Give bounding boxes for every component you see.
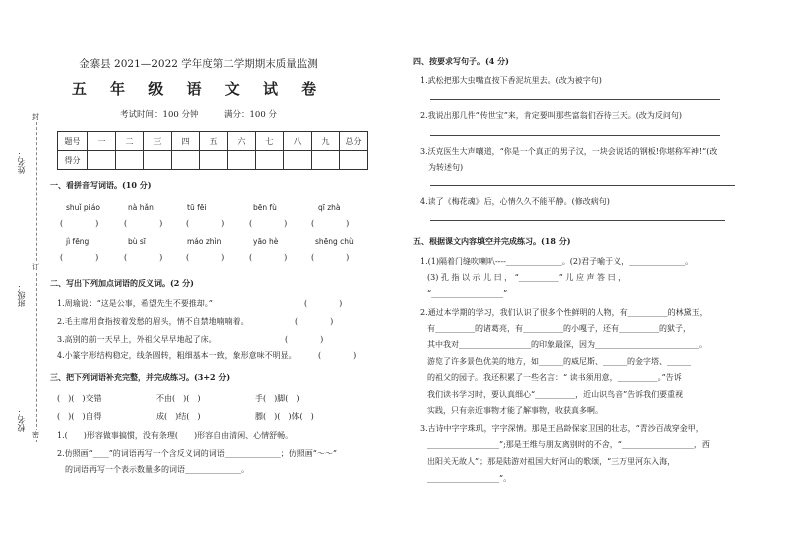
exam-time: 考试时间：100 分钟 (120, 110, 199, 120)
fill-line-14[interactable]: __________________”。 (427, 474, 512, 483)
answer-box[interactable]: ( ) (60, 253, 99, 262)
score-cell: 得分 (58, 151, 88, 170)
idiom-question-2: 2.仿照画“____”的词语再写一个含反义词的词语______________；仿照画“～～” (57, 449, 337, 458)
antonym-question-3: 3.高别的前一天早上，外祖父早早地起了床。 (57, 335, 217, 344)
seal-char-top: 封 (32, 113, 39, 121)
fill-line-13: 出阳关无故人”；那是陆游对祖国大好河山的歌颂，“三万里河东入海， (427, 457, 676, 466)
idiom-question-1: 1.( )形容做事搞惯，没有条理( )形容自由清闲、心情舒畅。 (57, 431, 294, 440)
fill-line-10: 实践，只有亲近事物才能了解事物，收获真多啊。 (427, 406, 603, 415)
answer-box[interactable]: ( ) (186, 253, 225, 262)
section-4-title: 四、按要求写句子。(4 分) (413, 56, 509, 66)
sentence-question-3-cont: 为转述句) (428, 163, 464, 172)
antonym-question-4: 4.小篆字形结构稳定，线条圆转，粗细基本一致，象形意味不明显。 (57, 351, 297, 360)
fill-line-2[interactable]: (3) 孔 指 以 示 儿 曰 ， “__________” 儿 应 声 答 曰 ， (427, 273, 627, 282)
sentence-question-1: 1.武松把那大虫嘴直按下香泥坑里去。(改为被字句) (420, 76, 602, 85)
fill-line-9[interactable]: 我们读书学习时，要认真细心“__________，近山识鸟音”告诉我们要重视 (427, 390, 684, 399)
score-entry-cell[interactable] (88, 151, 116, 170)
section-2-title: 二、写出下列加点词语的反义词。(2 分) (50, 278, 194, 288)
answer-box[interactable]: ( ) (318, 351, 357, 360)
name-label: 姓名： (17, 150, 26, 174)
seal-char-mid: 订 (32, 263, 39, 271)
exam-title: 金寨县 2021—2022 学年度第二学期期末质量监测 (79, 58, 318, 70)
answer-box[interactable]: ( ) (311, 253, 350, 262)
sentence-question-4: 4.读了《梅花魂》后，心情久久不能平静。(修改病句) (420, 197, 610, 206)
antonym-question-1: 1.周瑜说：“这是公事，希望先生不要推却。” (57, 299, 213, 308)
score-table-score-row (58, 151, 368, 170)
score-cell: 七 (256, 132, 284, 151)
score-table (57, 131, 368, 170)
score-entry-cell[interactable] (200, 151, 228, 170)
idiom-fill-6[interactable]: 膘( )( )体( ) (255, 412, 314, 421)
binding-line (32, 112, 39, 442)
score-cell: 五 (200, 132, 228, 151)
antonym-question-2: 2.毛主席用食指按着发愁的眉头，情不自禁地喃喃着。 (57, 317, 249, 326)
pinyin-6: jì fēng (66, 237, 90, 246)
score-cell: 三 (144, 132, 172, 151)
pinyin-8: máo zhìn (187, 237, 222, 246)
pinyin-2: nà hǎn (128, 203, 154, 212)
answer-box[interactable]: ( ) (124, 219, 163, 228)
idiom-fill-4[interactable]: ( )( )自得 (57, 412, 102, 421)
pinyin-3: tū fēi (187, 203, 207, 212)
fill-line-1[interactable]: 1.(1)隔着门缝吹喇叭----______________。(2)君子喻于义，______________。 (420, 257, 694, 266)
fill-line-3[interactable]: “__________________” (427, 289, 508, 298)
section-1-title: 一、看拼音写词语。(10 分) (50, 180, 152, 190)
answer-box[interactable]: ( ) (186, 219, 225, 228)
score-cell: 九 (312, 132, 340, 151)
answer-box[interactable]: ( ) (304, 299, 343, 308)
fill-line-11: 3.古诗中字字珠玑，字字深情。那是王昌龄保家卫国的壮志，“青沙百战穿金甲， (420, 424, 704, 433)
score-cell: 一 (88, 132, 116, 151)
score-entry-cell[interactable] (340, 151, 368, 170)
exam-score-total: 满分：100 分 (224, 110, 277, 120)
answer-box[interactable]: ( ) (311, 219, 350, 228)
idiom-fill-2[interactable]: 不由( )( ) (156, 394, 201, 403)
pinyin-9: yāo hè (253, 237, 279, 246)
idiom-fill-1[interactable]: ( )( )交错 (57, 394, 102, 403)
score-entry-cell[interactable] (116, 151, 144, 170)
score-cell: 四 (172, 132, 200, 151)
section-3-title: 三、把下列词语补充完整，并完成练习。(3+2 分) (50, 372, 231, 382)
sentence-question-2: 2.我说出那几件“传世宝”来，肯定要叫那些富翁们吞待三天。(改为反问句) (420, 111, 683, 120)
answer-box[interactable]: ( ) (249, 253, 288, 262)
fill-line-6[interactable]: 其中我对__________________的印象最深，因为__________________________。 (427, 340, 707, 349)
answer-box[interactable]: ( ) (295, 317, 334, 326)
answer-box[interactable]: ( ) (60, 219, 99, 228)
score-cell: 二 (116, 132, 144, 151)
score-cell: 题号 (58, 132, 88, 151)
fill-line-12[interactable]: __________________”;那是王维与朋友离别时的不舍，“__________________，西 (427, 440, 710, 449)
exam-info (0, 108, 397, 120)
answer-line[interactable] (430, 135, 720, 136)
answer-box[interactable]: ( ) (285, 335, 324, 344)
answer-box[interactable]: ( ) (124, 253, 163, 262)
pinyin-7: bù sī (128, 237, 146, 246)
score-entry-cell[interactable] (144, 151, 172, 170)
pinyin-5: qī zhà (318, 203, 341, 212)
score-entry-cell[interactable] (172, 151, 200, 170)
fill-line-8[interactable]: 的祖父的园子。我还积累了一些名言：“ 读书须用意，__________。”告诉 (427, 373, 682, 382)
idiom-question-2-cont: 的词语再写一个表示数量多的词语______________。 (65, 465, 249, 474)
score-cell: 八 (284, 132, 312, 151)
seal-char-bottom: 密 (32, 431, 39, 439)
score-table-header-row (58, 132, 368, 151)
exam-subtitle: 五 年 级 语 文 试 卷 (71, 80, 326, 98)
score-entry-cell[interactable] (228, 151, 256, 170)
score-cell: 六 (228, 132, 256, 151)
answer-line[interactable] (430, 185, 735, 186)
fill-line-4[interactable]: 2.通过本学期的学习，我们认识了很多个性鲜明的人物，有__________的林黛玉， (420, 308, 708, 317)
score-entry-cell[interactable] (312, 151, 340, 170)
score-entry-cell[interactable] (256, 151, 284, 170)
pinyin-4: bēn fù (253, 203, 277, 212)
sentence-question-3: 3.沃克医生大声嚷道，“你是一个真正的男子汉，一块会说话的钢板!你堪称军神!”(改 (420, 147, 718, 156)
score-cell: 总分 (340, 132, 368, 151)
answer-line[interactable] (430, 99, 720, 100)
fill-line-7[interactable]: 游览了许多景色优美的地方，如______的威尼斯、______的金字塔、______ (427, 357, 691, 366)
section-5-title: 五、根据课文内容填空并完成练习。(18 分) (413, 236, 571, 246)
fill-line-5[interactable]: 有__________的诸葛亮，有__________的小嘎子，还有__________的狱子， (427, 324, 691, 333)
score-entry-cell[interactable] (284, 151, 312, 170)
idiom-fill-3[interactable]: 手( )脚( ) (255, 394, 300, 403)
school-label: 校名： (17, 408, 26, 432)
idiom-fill-5[interactable]: 成( )结( ) (156, 412, 201, 421)
class-label: 班级： (17, 283, 26, 307)
pinyin-10: shēng chù (315, 237, 354, 246)
pinyin-1: shuǐ piáo (66, 203, 100, 212)
answer-box[interactable]: ( ) (249, 219, 288, 228)
answer-line[interactable] (430, 220, 725, 221)
